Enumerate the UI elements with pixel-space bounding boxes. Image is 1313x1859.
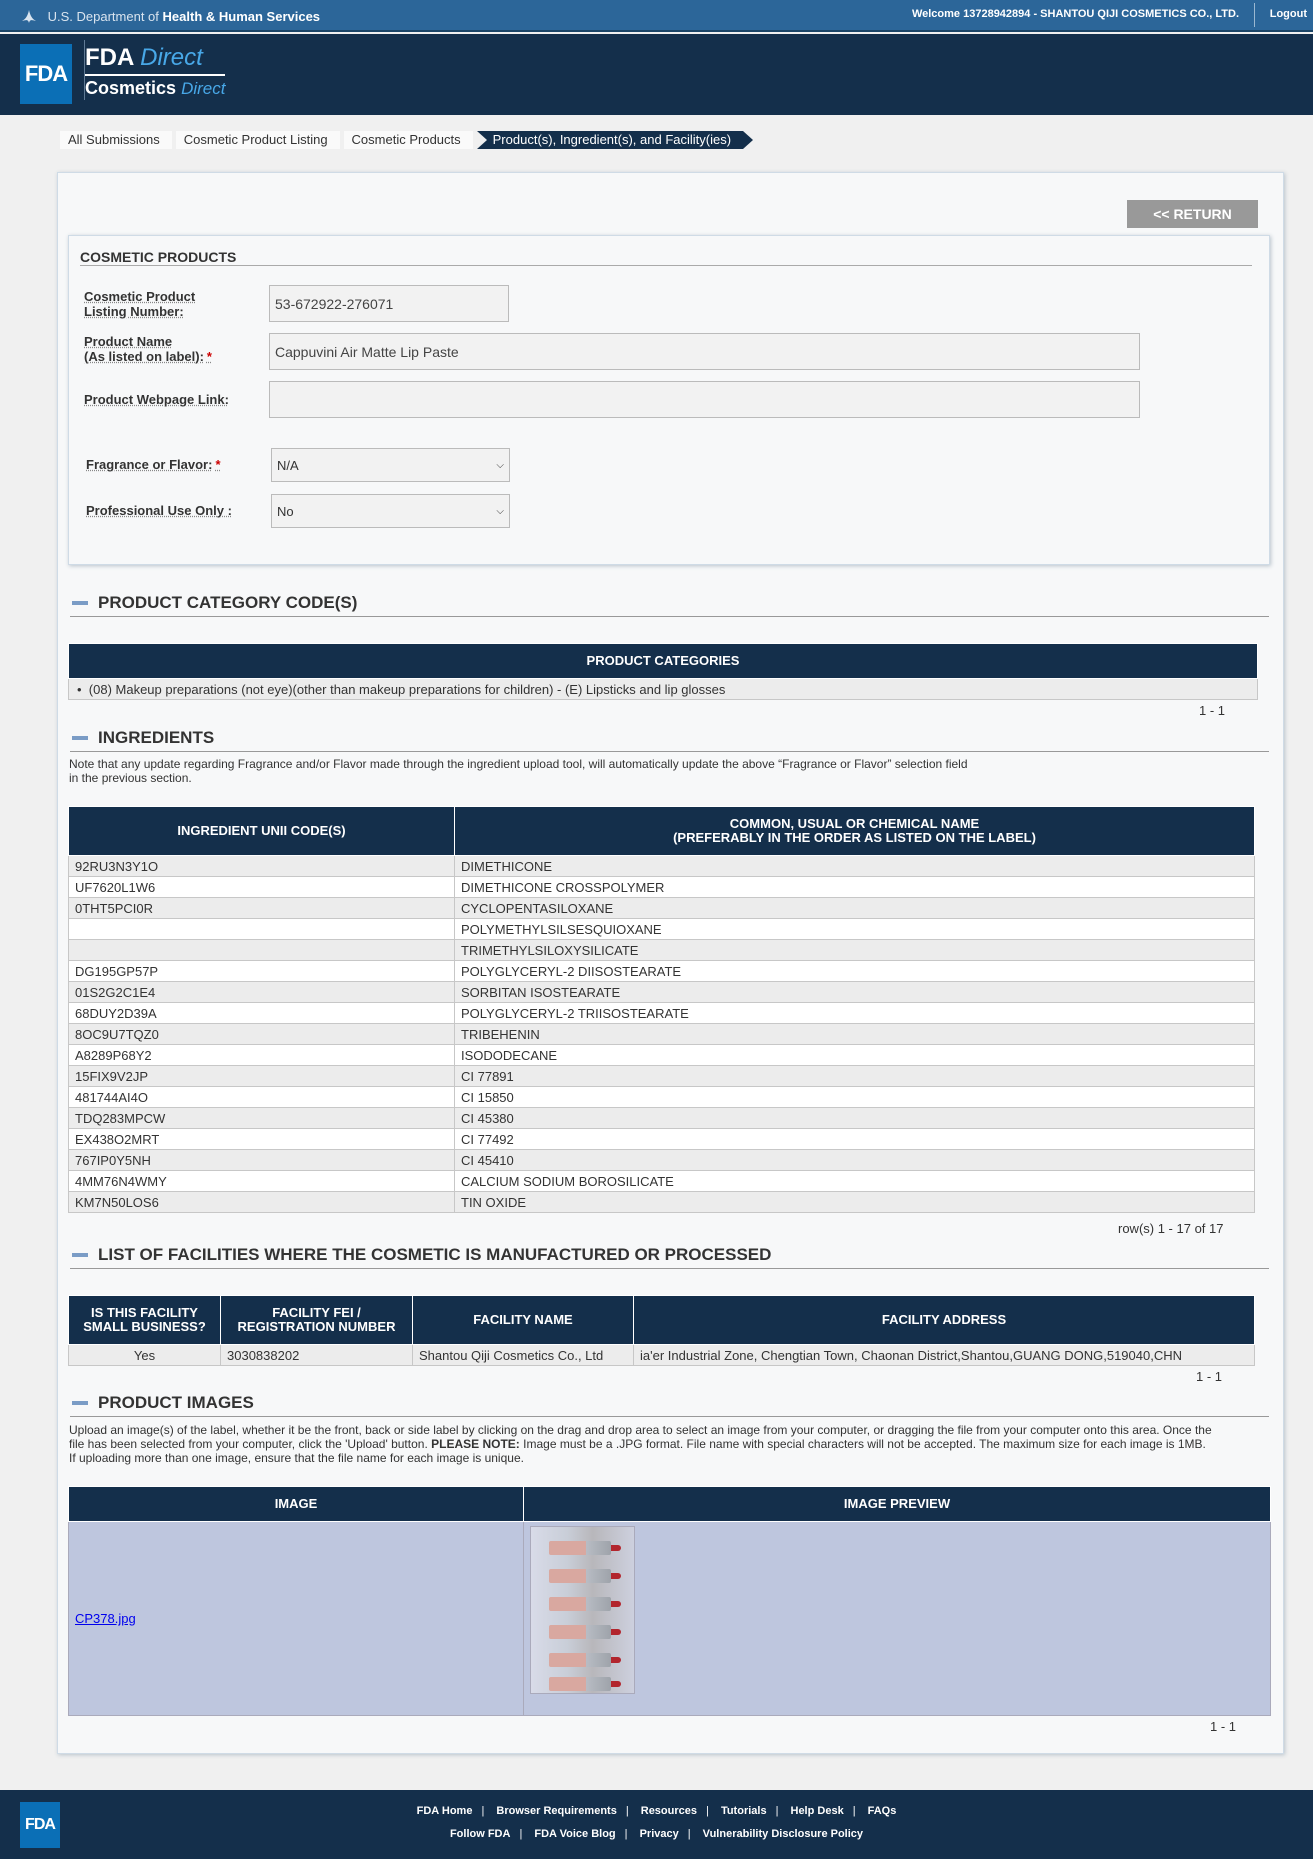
chevron-down-icon: ⌵ bbox=[496, 459, 504, 471]
required-marker: * bbox=[206, 349, 212, 364]
professional-use-label: Professional Use Only : bbox=[86, 503, 232, 518]
footer-link-privacy[interactable]: Privacy bbox=[639, 1828, 679, 1840]
product-name-label-line1: Product Name bbox=[84, 334, 173, 349]
unii-code-cell bbox=[69, 919, 455, 940]
fei-cell: 3030838202 bbox=[221, 1345, 413, 1366]
images-note-warning: PLEASE NOTE: bbox=[431, 1437, 520, 1451]
image-column-header: IMAGE bbox=[69, 1487, 524, 1522]
fragrance-label bbox=[86, 457, 221, 472]
footer-separator: | bbox=[519, 1828, 523, 1840]
chemical-name-cell: ISODODECANE bbox=[455, 1045, 1255, 1066]
product-name-field[interactable]: Cappuvini Air Matte Lip Paste bbox=[269, 333, 1140, 370]
unii-code-cell: 4MM76N4WMY bbox=[69, 1171, 455, 1192]
chemical-name-cell: CI 45410 bbox=[455, 1150, 1255, 1171]
facilities-table bbox=[68, 1295, 1255, 1366]
footer-link-tutorials[interactable]: Tutorials bbox=[720, 1805, 767, 1817]
hhs-top-bar bbox=[0, 0, 1313, 32]
footer-link-vulnerability-policy[interactable]: Vulnerability Disclosure Policy bbox=[702, 1828, 864, 1840]
ingredients-section-header[interactable] bbox=[70, 728, 1269, 752]
fda-logo[interactable]: FDA bbox=[20, 44, 72, 104]
lipstick-image bbox=[549, 1677, 611, 1691]
fragrance-select-value: N/A bbox=[277, 457, 299, 473]
table-row bbox=[69, 1087, 1255, 1108]
unii-code-cell bbox=[69, 940, 455, 961]
small-business-column-header bbox=[69, 1296, 221, 1345]
lipstick-image bbox=[549, 1569, 611, 1583]
table-row bbox=[69, 961, 1255, 982]
webpage-link-label: Product Webpage Link: bbox=[84, 392, 229, 407]
facility-name-column-header: FACILITY NAME bbox=[413, 1296, 634, 1345]
lipstick-image bbox=[549, 1625, 611, 1639]
chemical-name-cell: SORBITAN ISOSTEARATE bbox=[455, 982, 1255, 1003]
collapse-icon[interactable] bbox=[72, 736, 88, 740]
ingredients-section-title: INGREDIENTS bbox=[98, 728, 215, 747]
listing-number-label-line2: Listing Number: bbox=[84, 304, 184, 319]
small-business-cell: Yes bbox=[69, 1345, 221, 1366]
footer-separator: | bbox=[687, 1828, 691, 1840]
unii-code-cell: 92RU3N3Y1O bbox=[69, 856, 455, 877]
lipstick-image bbox=[549, 1541, 611, 1555]
lipstick-image bbox=[549, 1653, 611, 1667]
fragrance-label-text: Fragrance or Flavor: bbox=[86, 457, 213, 472]
ingredients-pager: row(s) 1 - 17 of 17 bbox=[1118, 1221, 1224, 1236]
hhs-eagle-icon bbox=[20, 7, 38, 25]
header-divider bbox=[1254, 3, 1255, 27]
table-row bbox=[69, 982, 1255, 1003]
breadcrumb-all-submissions[interactable]: All Submissions bbox=[60, 131, 172, 149]
product-name-label bbox=[84, 334, 212, 364]
unii-code-cell: 8OC9U7TQZ0 bbox=[69, 1024, 455, 1045]
unii-code-cell: EX438O2MRT bbox=[69, 1129, 455, 1150]
table-row bbox=[69, 1066, 1255, 1087]
return-button[interactable]: << RETURN bbox=[1127, 200, 1258, 228]
lipstick-image bbox=[549, 1597, 611, 1611]
ingredients-table bbox=[68, 806, 1255, 1213]
chemical-name-cell: CI 15850 bbox=[455, 1087, 1255, 1108]
fragrance-select[interactable] bbox=[271, 448, 510, 482]
facilities-pager: 1 - 1 bbox=[1196, 1369, 1223, 1384]
fei-header-line1: FACILITY FEI / bbox=[272, 1305, 361, 1320]
hhs-name: Health & Human Services bbox=[162, 9, 321, 24]
footer-separator: | bbox=[775, 1805, 779, 1817]
image-file-cell bbox=[69, 1522, 524, 1716]
table-row bbox=[69, 940, 1255, 961]
footer-separator: | bbox=[852, 1805, 856, 1817]
table-row: • (08) Makeup preparations (not eye)(other than makeup preparations for children) - (E) Lipsticks and lip glosses bbox=[69, 679, 1258, 700]
brand-direct: Direct bbox=[140, 44, 203, 71]
small-business-header-line2: SMALL BUSINESS? bbox=[83, 1319, 206, 1334]
category-pager: 1 - 1 bbox=[1199, 703, 1226, 718]
footer-link-fda-voice-blog[interactable]: FDA Voice Blog bbox=[534, 1828, 616, 1840]
unii-code-cell: KM7N50LOS6 bbox=[69, 1192, 455, 1213]
chemical-name-cell: CALCIUM SODIUM BOROSILICATE bbox=[455, 1171, 1255, 1192]
footer-link-browser-requirements[interactable]: Browser Requirements bbox=[496, 1805, 617, 1817]
brand-direct-2: Direct bbox=[181, 79, 226, 98]
images-pager: 1 - 1 bbox=[1210, 1719, 1237, 1734]
unii-code-cell: DG195GP57P bbox=[69, 961, 455, 982]
logout-link[interactable]: Logout bbox=[1269, 8, 1307, 20]
unii-code-cell: 01S2G2C1E4 bbox=[69, 982, 455, 1003]
images-table bbox=[68, 1486, 1271, 1716]
hhs-banner[interactable] bbox=[20, 7, 320, 25]
facility-address-cell: ia'er Industrial Zone, Chengtian Town, Chaonan District,Shantou,GUANG DONG,519040,CHN bbox=[634, 1345, 1255, 1366]
chemical-name-cell: TRIMETHYLSILOXYSILICATE bbox=[455, 940, 1255, 961]
unii-code-cell: 767IP0Y5NH bbox=[69, 1150, 455, 1171]
table-row bbox=[69, 1345, 1255, 1366]
image-preview-cell bbox=[524, 1522, 1271, 1716]
category-table-header: PRODUCT CATEGORIES bbox=[69, 644, 1258, 679]
footer-link-resources[interactable]: Resources bbox=[640, 1805, 698, 1817]
professional-use-select[interactable] bbox=[271, 494, 510, 528]
chemical-name-cell: POLYMETHYLSILSESQUIOXANE bbox=[455, 919, 1255, 940]
table-row bbox=[69, 1108, 1255, 1129]
images-note bbox=[69, 1423, 1274, 1465]
footer-separator: | bbox=[706, 1805, 709, 1817]
cosmetics-direct-logo[interactable] bbox=[84, 40, 244, 100]
category-item: (08) Makeup preparations (not eye)(other than makeup preparations for children) - (E) Lipsticks and lip glosses bbox=[88, 681, 726, 697]
professional-use-select-value: No bbox=[277, 503, 294, 519]
unii-code-cell: 481744AI4O bbox=[69, 1087, 455, 1108]
fei-header-line2: REGISTRATION NUMBER bbox=[237, 1319, 396, 1334]
table-row bbox=[69, 856, 1255, 877]
collapse-icon[interactable] bbox=[72, 1401, 88, 1405]
welcome-text: Welcome 13728942894 - SHANTOU QIJI COSMETICS CO., LTD. bbox=[911, 8, 1239, 20]
hhs-prefix: U.S. Department of bbox=[47, 9, 159, 24]
footer-links-row1 bbox=[0, 1805, 1313, 1817]
cosmetic-products-title: COSMETIC PRODUCTS bbox=[80, 249, 1252, 266]
ingredients-note-line2: in the previous section. bbox=[69, 771, 192, 785]
chemical-name-column-header bbox=[455, 807, 1255, 856]
footer bbox=[0, 1790, 1313, 1859]
table-row bbox=[69, 919, 1255, 940]
footer-links-row2 bbox=[0, 1828, 1313, 1840]
category-section-title: PRODUCT CATEGORY CODE(S) bbox=[98, 593, 358, 612]
images-section-header[interactable] bbox=[70, 1393, 1269, 1417]
table-row bbox=[69, 1003, 1255, 1024]
unii-code-cell: 15FIX9V2JP bbox=[69, 1066, 455, 1087]
table-row bbox=[69, 877, 1255, 898]
image-file-link[interactable]: CP378.jpg bbox=[75, 1611, 136, 1626]
breadcrumb bbox=[60, 131, 747, 149]
chemical-name-cell: TRIBEHENIN bbox=[455, 1024, 1255, 1045]
table-row bbox=[69, 1192, 1255, 1213]
image-preview-column-header: IMAGE PREVIEW bbox=[524, 1487, 1271, 1522]
chemical-name-cell: POLYGLYCERYL-2 TRIISOSTEARATE bbox=[455, 1003, 1255, 1024]
ingredients-note-line1: Note that any update regarding Fragrance and/or Flavor made through the ingredient upload tool, will automatically update the above “Fragrance or Flavor” selection field bbox=[69, 757, 968, 771]
required-marker: * bbox=[215, 457, 221, 472]
unii-column-header: INGREDIENT UNII CODE(S) bbox=[69, 807, 455, 856]
chevron-down-icon: ⌵ bbox=[496, 505, 504, 517]
footer-fda-logo[interactable]: FDA bbox=[20, 1802, 60, 1848]
facilities-section-header[interactable] bbox=[70, 1245, 1269, 1269]
table-row bbox=[69, 1150, 1255, 1171]
breadcrumb-current: Product(s), Ingredient(s), and Facility(ies) bbox=[477, 131, 743, 149]
footer-separator: | bbox=[624, 1828, 628, 1840]
unii-code-cell: TDQ283MPCW bbox=[69, 1108, 455, 1129]
table-row bbox=[69, 898, 1255, 919]
chemical-name-cell: POLYGLYCERYL-2 DIISOSTEARATE bbox=[455, 961, 1255, 982]
facility-name-cell: Shantou Qiji Cosmetics Co., Ltd bbox=[413, 1345, 634, 1366]
ingredients-note bbox=[69, 757, 1269, 785]
breadcrumb-cosmetic-products[interactable]: Cosmetic Products bbox=[344, 131, 473, 149]
table-row bbox=[69, 1045, 1255, 1066]
facilities-section-title: LIST OF FACILITIES WHERE THE COSMETIC IS MANUFACTURED OR PROCESSED bbox=[98, 1245, 772, 1264]
table-row bbox=[69, 1024, 1255, 1045]
category-table bbox=[68, 643, 1258, 700]
footer-link-faqs[interactable]: FAQs bbox=[867, 1805, 897, 1817]
chemical-name-cell: CYCLOPENTASILOXANE bbox=[455, 898, 1255, 919]
chemical-name-cell: DIMETHICONE CROSSPOLYMER bbox=[455, 877, 1255, 898]
category-section-header[interactable] bbox=[70, 593, 1269, 617]
unii-code-cell: A8289P68Y2 bbox=[69, 1045, 455, 1066]
unii-code-cell: UF7620L1W6 bbox=[69, 877, 455, 898]
brand-fda: FDA bbox=[85, 44, 134, 71]
chemical-name-cell: CI 77492 bbox=[455, 1129, 1255, 1150]
images-note-line1: Upload an image(s) of the label, whether it be the front, back or side label by clicking on the drag and drop area to select an image from your computer, or dragging the file from your computer onto this area. Once the bbox=[69, 1423, 1212, 1437]
brand-cosmetics: Cosmetics bbox=[85, 78, 177, 98]
chemical-name-cell: CI 45380 bbox=[455, 1108, 1255, 1129]
images-section-title: PRODUCT IMAGES bbox=[98, 1393, 254, 1412]
images-note-line2a: file has been selected from your computer, click the 'Upload' button. bbox=[69, 1437, 428, 1451]
images-note-line3: If uploading more than one image, ensure that the file name for each image is unique. bbox=[69, 1451, 524, 1465]
collapse-icon[interactable] bbox=[72, 601, 88, 605]
footer-separator: | bbox=[481, 1805, 485, 1817]
table-row bbox=[69, 1522, 1271, 1716]
chemical-name-header-line1: COMMON, USUAL OR CHEMICAL NAME bbox=[729, 816, 980, 831]
listing-number-label bbox=[84, 289, 195, 319]
breadcrumb-cosmetic-product-listing[interactable]: Cosmetic Product Listing bbox=[176, 131, 340, 149]
chemical-name-cell: DIMETHICONE bbox=[455, 856, 1255, 877]
footer-link-help-desk[interactable]: Help Desk bbox=[790, 1805, 844, 1817]
chemical-name-cell: TIN OXIDE bbox=[455, 1192, 1255, 1213]
listing-number-field[interactable]: 53-672922-276071 bbox=[269, 285, 509, 322]
table-row bbox=[69, 1129, 1255, 1150]
images-note-line2c: Image must be a .JPG format. File name with special characters will not be accepted. The maximum size for each image is 1MB. bbox=[523, 1437, 1206, 1451]
chemical-name-cell: CI 77891 bbox=[455, 1066, 1255, 1087]
unii-code-cell: 68DUY2D39A bbox=[69, 1003, 455, 1024]
unii-code-cell: 0THT5PCI0R bbox=[69, 898, 455, 919]
table-row bbox=[69, 1171, 1255, 1192]
footer-link-follow-fda[interactable]: Follow FDA bbox=[449, 1828, 511, 1840]
listing-number-label-line1: Cosmetic Product bbox=[84, 289, 196, 304]
fei-column-header bbox=[221, 1296, 413, 1345]
footer-separator: | bbox=[625, 1805, 629, 1817]
small-business-header-line1: IS THIS FACILITY bbox=[91, 1305, 198, 1320]
webpage-link-field[interactable] bbox=[269, 381, 1140, 418]
product-image-thumbnail[interactable] bbox=[530, 1526, 635, 1694]
chemical-name-header-line2: (PREFERABLY IN THE ORDER AS LISTED ON THE LABEL) bbox=[673, 830, 1036, 845]
brand-bar bbox=[0, 34, 1313, 115]
footer-link-fda-home[interactable]: FDA Home bbox=[416, 1805, 473, 1817]
product-name-label-line2: (As listed on label): bbox=[84, 349, 204, 364]
collapse-icon[interactable] bbox=[72, 1253, 88, 1257]
facility-address-column-header: FACILITY ADDRESS bbox=[634, 1296, 1255, 1345]
